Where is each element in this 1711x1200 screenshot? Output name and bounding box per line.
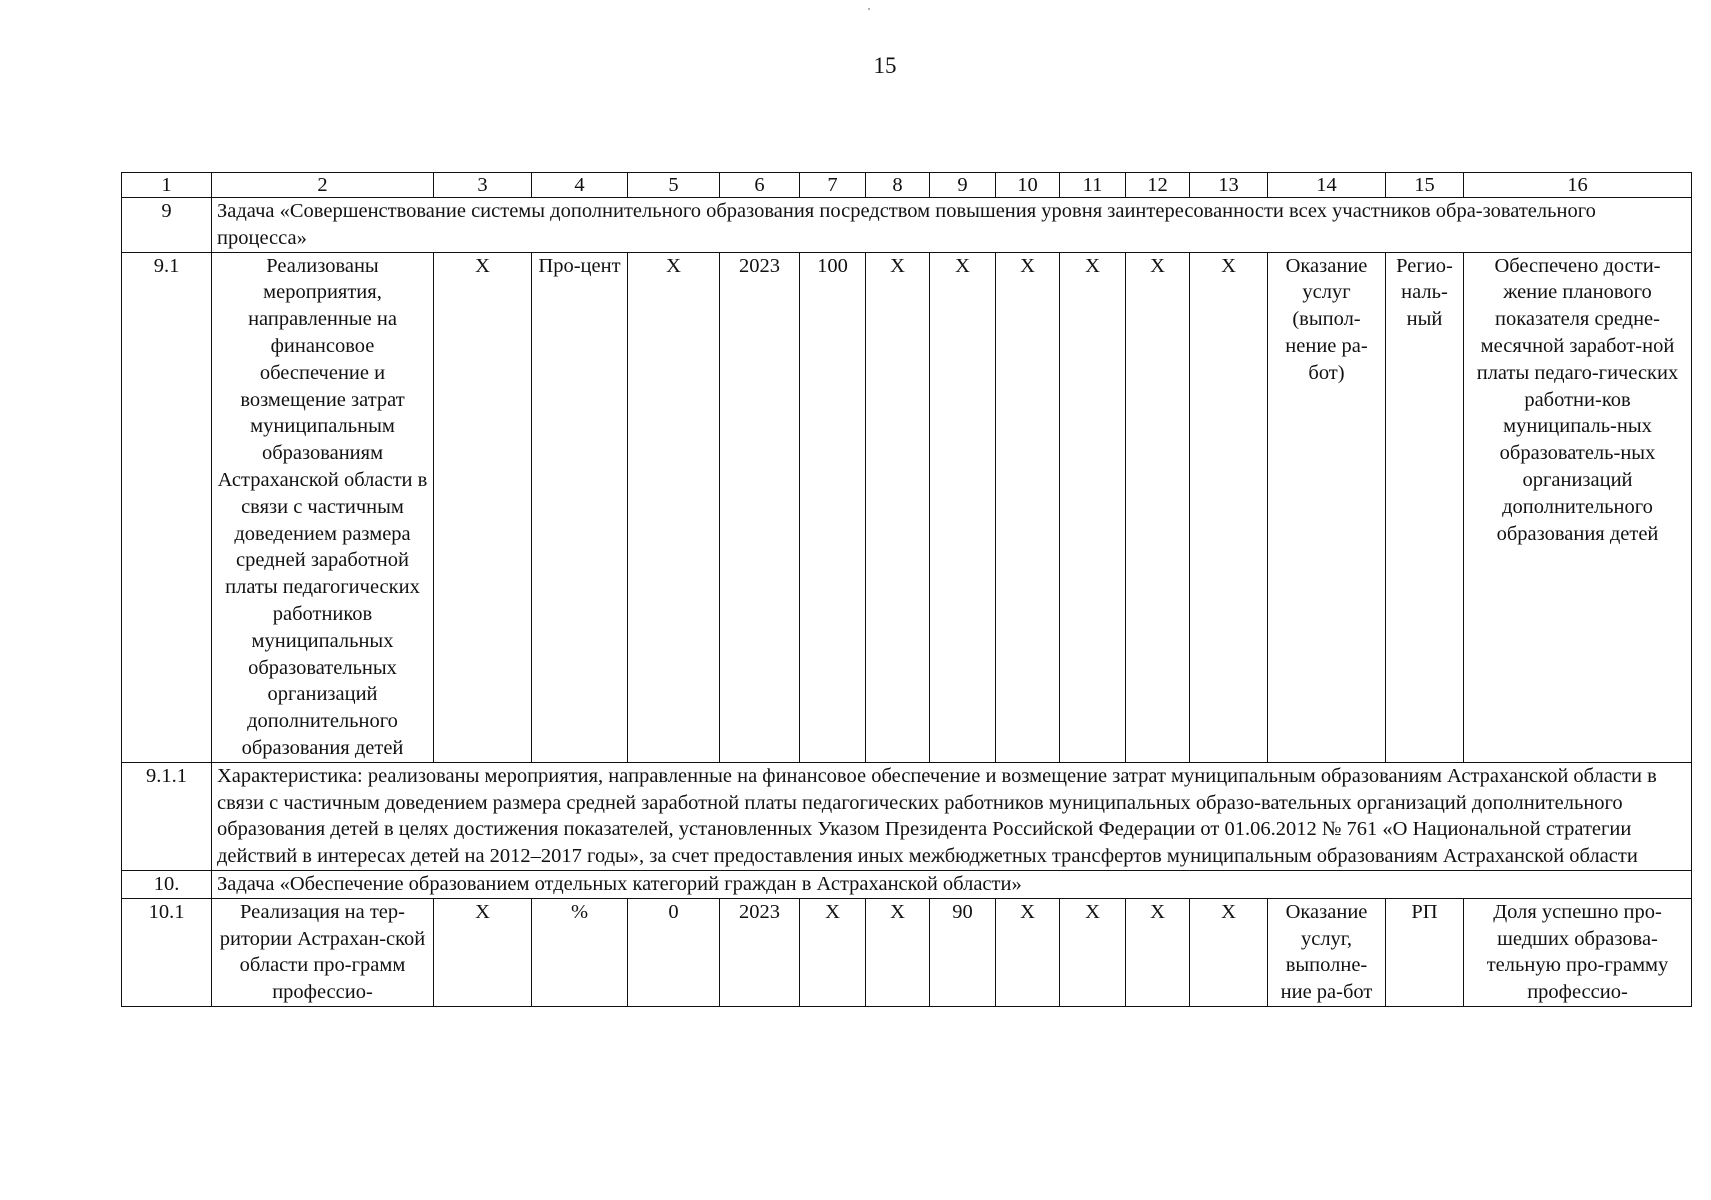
cell-result: Доля успешно про-шедших образова-тельную про-грамму профессио-: [1464, 898, 1692, 1006]
page-number: 15: [873, 53, 897, 78]
indicator-description: Реализованы мероприятия, направленные на финансовое обеспечение и возмещение затрат муниципальным образованиям Астраханской области в связи с частичным доведением размера средней заработной платы педагогических работников муниципальных образовательных организаций дополнительного образования детей: [212, 252, 434, 762]
cell-col13: Х: [1190, 898, 1268, 1006]
column-number: 2: [212, 173, 434, 198]
cell-type: Оказание услуг, выполне-ние ра-бот: [1268, 898, 1386, 1006]
column-number: 3: [434, 173, 532, 198]
cell-level: РП: [1386, 898, 1464, 1006]
cell-col10: Х: [996, 898, 1060, 1006]
column-number: 7: [800, 173, 866, 198]
row-number: 10.: [122, 870, 212, 898]
cell-type: Оказание услуг (выпол-нение ра-бот): [1268, 252, 1386, 762]
cell-col7: 100: [800, 252, 866, 762]
column-number: 4: [532, 173, 628, 198]
column-number: 8: [866, 173, 930, 198]
row-number: 9.1.1: [122, 762, 212, 870]
characteristic-row-9-1-1: [122, 762, 1692, 870]
cell-col5: 0: [628, 898, 720, 1006]
column-number: 12: [1126, 173, 1190, 198]
indicators-table: [121, 172, 1692, 1007]
column-number: 10: [996, 173, 1060, 198]
cell-col12: Х: [1126, 898, 1190, 1006]
column-number: 1: [122, 173, 212, 198]
column-number: 15: [1386, 173, 1464, 198]
task-row-10: [122, 870, 1692, 898]
task-row-9: [122, 198, 1692, 253]
cell-col3: Х: [434, 898, 532, 1006]
scan-speck: [868, 8, 870, 10]
column-number: 11: [1060, 173, 1126, 198]
row-number: 9.1: [122, 252, 212, 762]
indicator-description: Реализация на тер-ритории Астрахан-ской области про-грамм профессио-: [212, 898, 434, 1006]
cell-unit: Про-цент: [532, 252, 628, 762]
cell-col12: Х: [1126, 252, 1190, 762]
column-number-row: [122, 173, 1692, 198]
column-number: 16: [1464, 173, 1692, 198]
cell-unit: %: [532, 898, 628, 1006]
cell-col3: Х: [434, 252, 532, 762]
cell-year: 2023: [720, 898, 800, 1006]
cell-level: Регио-наль-ный: [1386, 252, 1464, 762]
row-number: 10.1: [122, 898, 212, 1006]
indicator-row-9-1: [122, 252, 1692, 762]
cell-year: 2023: [720, 252, 800, 762]
column-number: 6: [720, 173, 800, 198]
cell-col8: Х: [866, 898, 930, 1006]
cell-col10: Х: [996, 252, 1060, 762]
cell-col8: Х: [866, 252, 930, 762]
column-number: 5: [628, 173, 720, 198]
cell-col9: 90: [930, 898, 996, 1006]
cell-col11: Х: [1060, 898, 1126, 1006]
cell-col9: Х: [930, 252, 996, 762]
task-title: Задача «Совершенствование системы дополнительного образования посредством повышения уровня заинтересованности всех участников обра-зовательного процесса»: [212, 198, 1692, 253]
task-title: Задача «Обеспечение образованием отдельных категорий граждан в Астраханской области»: [212, 870, 1692, 898]
indicator-row-10-1: [122, 898, 1692, 1006]
cell-col5: Х: [628, 252, 720, 762]
column-number: 13: [1190, 173, 1268, 198]
characteristic-text: Характеристика: реализованы мероприятия, направленные на финансовое обеспечение и возмещение затрат муниципальным образованиям Астраханской области в связи с частичным доведением размера средней заработной платы педагогических работников муниципальных образо-вательных организаций дополнительного образования детей в целях достижения показателей, установленных Указом Президента Российской Федерации от 01.06.2012 № 761 «О Национальной стратегии действий в интересах детей на 2012–2017 годы», за счет предоставления иных межбюджетных трансфертов муниципальным образованиям Астраханской области: [212, 762, 1692, 870]
column-number: 14: [1268, 173, 1386, 198]
cell-col11: Х: [1060, 252, 1126, 762]
cell-col13: Х: [1190, 252, 1268, 762]
row-number: 9: [122, 198, 212, 253]
cell-col7: Х: [800, 898, 866, 1006]
column-number: 9: [930, 173, 996, 198]
cell-result: Обеспечено дости-жение планового показателя средне-месячной заработ-ной платы педаго-гических работни-ков муниципаль-ных образователь-ных организаций дополнительного образования детей: [1464, 252, 1692, 762]
